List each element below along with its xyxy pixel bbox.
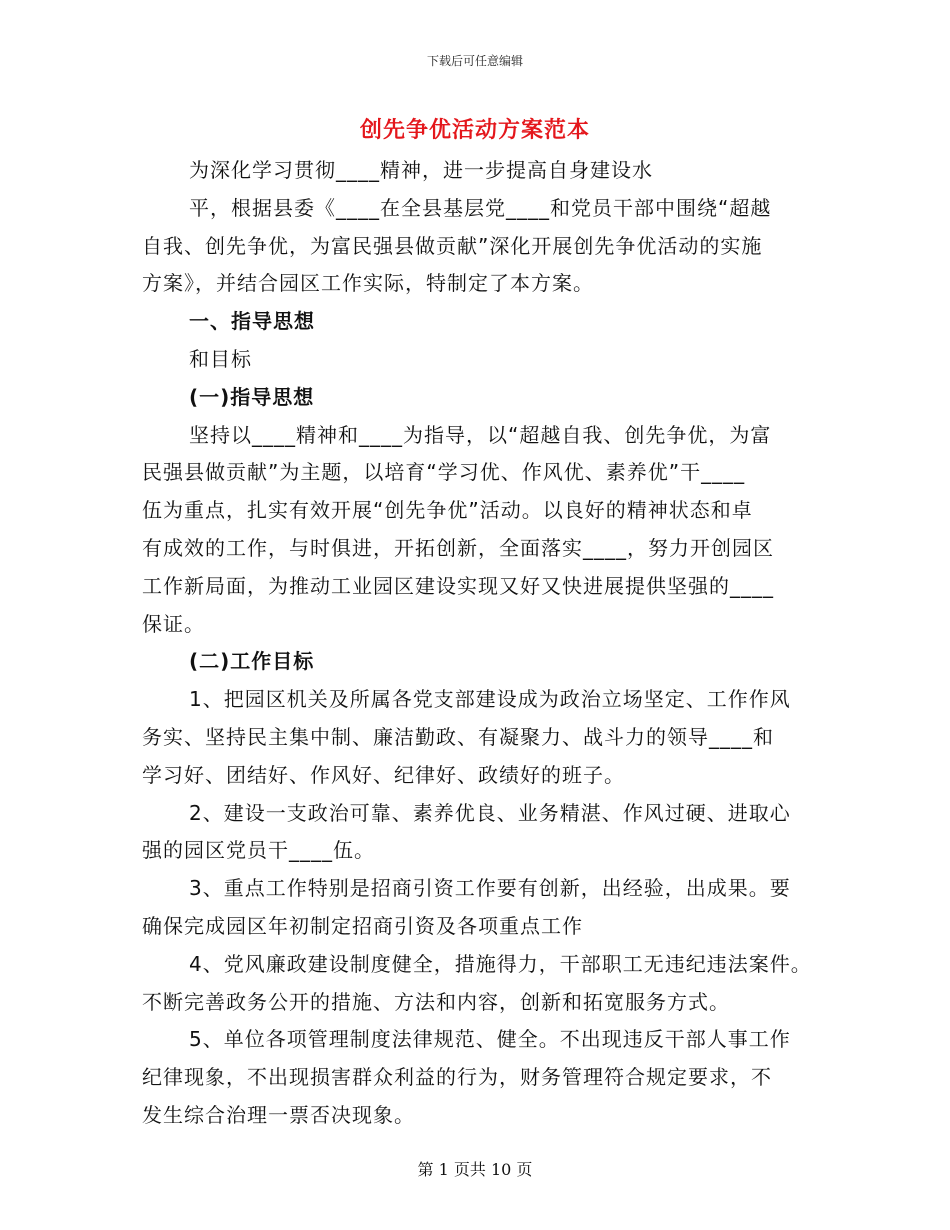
page-footer: 第 1 页共 10 页 (417, 1160, 533, 1179)
paragraph-line: 坚持以____精神和____为指导，以“超越自我、创先争优，为富 (189, 422, 772, 447)
paragraph-line: 方案》，并结合园区工作实际，特制定了本方案。 (142, 271, 594, 296)
paragraph-line: 工作新局面，为推动工业园区建设实现又好又快进展提供坚强的____ (142, 573, 774, 598)
paragraph-line: 民强县做贡献”为主题，以培育“学习优、作风优、素养优”干____ (142, 460, 746, 485)
paragraph-line: 不断完善政务公开的措施、方法和内容，创新和拓宽服务方式。 (142, 989, 730, 1014)
paragraph-line: 平，根据县委《____在全县基层党____和党员干部中围绕“超越 (189, 195, 772, 220)
paragraph-line: 保证。 (142, 611, 205, 636)
paragraph-line: 务实、坚持民主集中制、廉洁勤政、有凝聚力、战斗力的领导____和 (142, 724, 774, 749)
subsection-heading: (二)工作目标 (189, 649, 315, 674)
paragraph-line: 和目标 (189, 346, 252, 371)
list-item: 4、党风廉政建设制度健全，措施得力，干部职工无违纪违法案件。 (189, 951, 812, 976)
paragraph-line: 学习好、团结好、作风好、纪律好、政绩好的班子。 (142, 762, 625, 787)
paragraph-line: 确保完成园区年初制定招商引资及各项重点工作 (142, 913, 583, 938)
page-header: 下载后可任意编辑 (426, 54, 523, 68)
subsection-heading: (一)指导思想 (189, 384, 315, 409)
paragraph-line: 发生综合治理一票否决现象。 (142, 1102, 415, 1127)
document-title: 创先争优活动方案范本 (359, 118, 590, 143)
list-item: 3、重点工作特别是招商引资工作要有创新，出经验，出成果。要 (189, 876, 791, 901)
paragraph-line: 有成效的工作，与时俱进，开拓创新，全面落实____，努力开创园区 (142, 535, 774, 560)
paragraph-line: 为深化学习贯彻____精神，进一步提高自身建设水 (189, 158, 653, 182)
list-item: 2、建设一支政治可靠、素养优良、业务精湛、作风过硬、进取心 (189, 800, 791, 825)
paragraph-line: 伍为重点，扎实有效开展“创先争优”活动。以良好的精神状态和卓 (142, 498, 753, 523)
list-item: 1、把园区机关及所属各党支部建设成为政治立场坚定、工作作风 (189, 687, 791, 712)
section-heading: 一、指导思想 (189, 309, 315, 334)
document-body (142, 152, 832, 1135)
paragraph-line: 强的园区党员干____伍。 (142, 838, 375, 863)
paragraph-line: 纪律现象，不出现损害群众利益的行为，财务管理符合规定要求，不 (142, 1065, 772, 1090)
paragraph-line: 自我、创先争优，为富民强县做贡献”深化开展创先争优活动的实施 (142, 233, 763, 258)
list-item: 5、单位各项管理制度法律规范、健全。不出现违反干部人事工作 (189, 1027, 791, 1052)
